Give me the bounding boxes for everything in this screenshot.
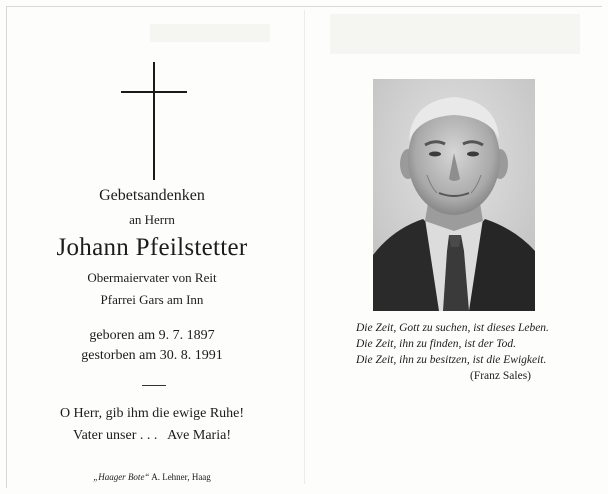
quote-source: (Franz Sales) (470, 370, 531, 382)
show-through-smudge (330, 14, 580, 54)
birth-date: geboren am 9. 7. 1897 (89, 328, 215, 343)
card-fold (304, 10, 305, 484)
printer-credit (0, 472, 304, 482)
quote-line: Die Zeit, ihn zu besitzen, ist die Ewigkeit. (356, 354, 547, 366)
quote-line: Die Zeit, ihn zu finden, ist der Tod. (356, 338, 516, 350)
intro-text: an Herrn (129, 212, 175, 227)
divider (142, 385, 166, 386)
heading: Gebetsandenken (99, 187, 205, 204)
portrait-icon (373, 79, 535, 311)
prayer-line-1: O Herr, gib ihm die ewige Ruhe! (59, 406, 245, 421)
printer-location: A. Lehner, Haag (149, 472, 211, 482)
quote-line: Die Zeit, Gott zu suchen, ist dieses Leben. (356, 322, 549, 334)
deceased-name: Johann Pfeilstetter (56, 234, 248, 261)
quote-block (356, 320, 596, 384)
printer-name: „Haager Bote“ (93, 472, 150, 482)
portrait-photo (373, 79, 535, 311)
deceased-role: Obermaiervater von Reit (87, 270, 217, 285)
prayer-line-2: Vater unser . . . Ave Maria! (73, 428, 231, 443)
parish: Pfarrei Gars am Inn (100, 292, 204, 307)
death-date: gestorben am 30. 8. 1991 (81, 348, 223, 363)
cross-icon (121, 62, 187, 180)
